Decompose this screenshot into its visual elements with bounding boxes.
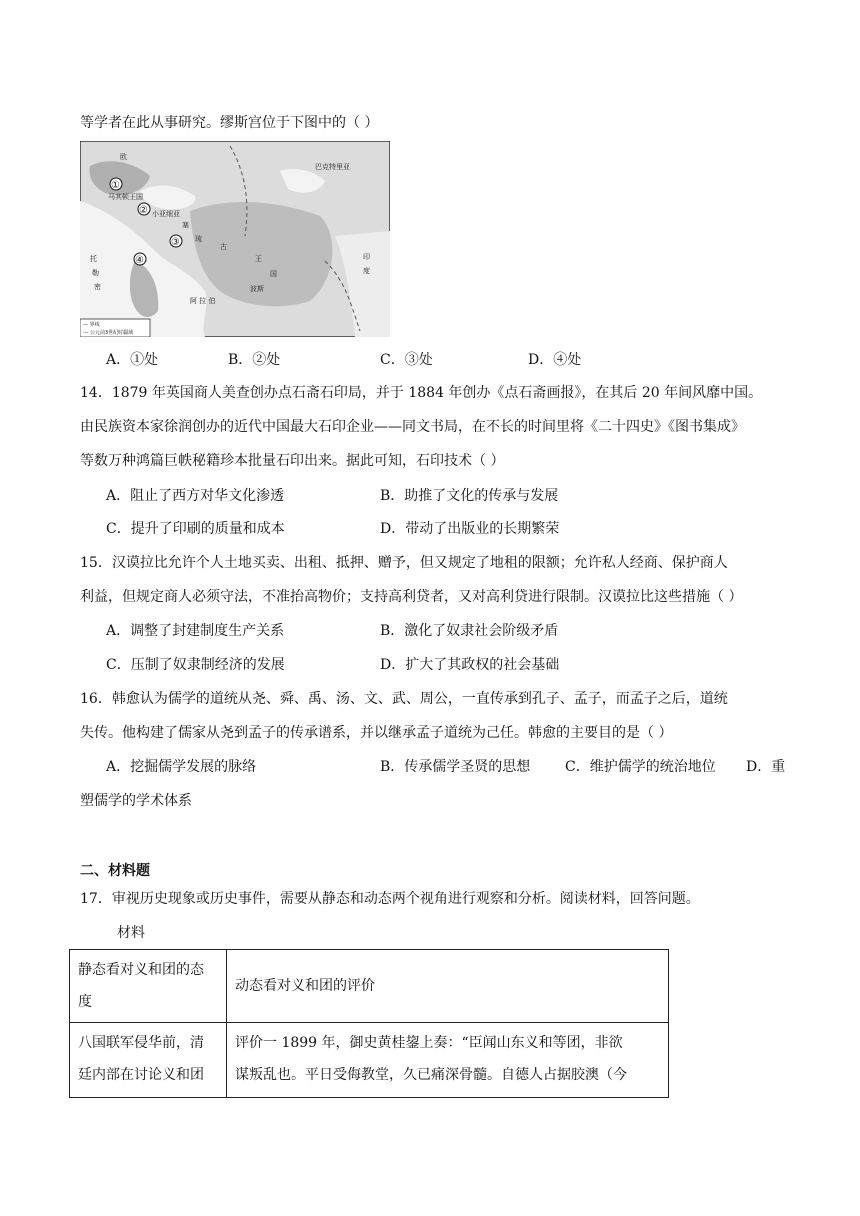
- row1-left-line-1: 八国联军侵华前，清: [78, 1035, 204, 1051]
- q16-option-b[interactable]: B．传承儒学圣贤的思想: [380, 759, 531, 775]
- q13-option-d[interactable]: D．④处: [528, 352, 582, 368]
- row1-right-line-2: 谋叛乱也。平日受侮教堂，久已痛深骨髓。自德人占据胶澳（今: [235, 1067, 627, 1083]
- q14-option-d[interactable]: D．带动了出版业的长期繁荣: [380, 521, 560, 537]
- label-egypt-3: 密: [94, 283, 101, 291]
- label-seleucid-4: 王: [255, 255, 262, 263]
- marker-3: ③: [171, 237, 180, 248]
- label-egypt-1: 托: [90, 255, 97, 263]
- header-right-text: 动态看对义和团的评价: [235, 978, 375, 994]
- q13-option-b[interactable]: B．②处: [228, 352, 281, 368]
- label-macedonia: 马其顿王国: [108, 193, 143, 201]
- q14-stem-line-2: 由民族资本家徐润创办的近代中国最大石印企业——同文书局，在不长的时间里将《二十四史》《图书集成》: [80, 419, 745, 435]
- row1-right-line-1: 评价一 1899 年，御史黄桂鋆上奏：“臣闻山东义和等团，非欲: [235, 1035, 623, 1051]
- q16-option-d[interactable]: D．重: [746, 759, 786, 775]
- q17-stem: 17．审视历史现象或历史事件，需要从静态和动态两个视角进行观察和分析。阅读材料，回答问题。: [80, 891, 700, 907]
- label-europe: 欧: [120, 153, 127, 161]
- q14-option-b[interactable]: B．助推了文化的传承与发展: [380, 488, 559, 504]
- label-egypt-2: 勒: [92, 269, 99, 277]
- table-row: [70, 950, 669, 1023]
- q16-option-c[interactable]: C．维护儒学的统治地位: [565, 759, 716, 775]
- marker-4: ④: [135, 255, 144, 266]
- label-seleucid-1: 塞: [182, 221, 189, 229]
- q15-stem-line-1: 15．汉谟拉比允许个人土地买卖、出租、抵押、赠予，但又规定了地租的限额；允许私人经商、保护商人: [80, 555, 728, 571]
- legend-territory: --- 公元前3世纪时疆域: [83, 330, 134, 336]
- q13-option-c[interactable]: C．③处: [380, 352, 433, 368]
- label-arabia: 阿 拉 伯: [190, 297, 216, 305]
- row1-left: [70, 1023, 227, 1098]
- label-persia: 波斯: [250, 285, 264, 293]
- q15-option-c[interactable]: C．压制了奴隶制经济的发展: [106, 657, 285, 673]
- label-seleucid-2: 琉: [195, 235, 202, 243]
- q14-option-c[interactable]: C．提升了印刷的质量和成本: [106, 521, 285, 537]
- label-seleucid-3: 古: [220, 243, 227, 251]
- q15-option-b[interactable]: B．激化了奴隶社会阶级矛盾: [380, 623, 559, 639]
- label-seleucid-5: 国: [270, 270, 277, 278]
- q16-stem-line-1: 16．韩愈认为儒学的道统从尧、舜、禹、汤、文、武、周公，一直传承到孔子、孟子，而孟子之后，道统: [80, 691, 728, 707]
- q13-option-a[interactable]: A．①处: [106, 352, 159, 368]
- material-table: [69, 949, 669, 1098]
- q13-stem-tail: 等学者在此从事研究。缪斯宫位于下图中的（ ）: [80, 115, 379, 131]
- q16-option-a[interactable]: A．挖掘儒学发展的脉络: [106, 759, 257, 775]
- q15-option-d[interactable]: D．扩大了其政权的社会基础: [380, 657, 560, 673]
- section-heading: 二、材料题: [80, 863, 150, 879]
- q15-option-a[interactable]: A．调整了封建制度生产关系: [106, 623, 285, 639]
- q14-option-a[interactable]: A．阻止了西方对华文化渗透: [106, 488, 285, 504]
- q16-stem-line-2: 失传。他构建了儒家从尧到孟子的传承谱系，并以继承孟子道统为己任。韩愈的主要目的是（ ）: [80, 725, 673, 741]
- header-left-line-1: 静态看对义和团的态: [78, 962, 204, 978]
- header-left-line-2: 度: [78, 994, 92, 1010]
- label-asia-minor: 小亚细亚: [152, 210, 180, 218]
- marker-1: ①: [111, 180, 120, 191]
- marker-2: ②: [139, 205, 148, 216]
- q15-stem-line-2: 利益，但规定商人必须守法，不准抬高物价；支持高利贷者，又对高利贷进行限制。汉谟拉比这些措施（ ）: [80, 589, 743, 605]
- q16-option-d-wrap: 塑儒学的学术体系: [80, 793, 192, 809]
- row1-left-line-2: 廷内部在讨论义和团: [78, 1067, 204, 1083]
- label-india-1: 印: [363, 253, 370, 261]
- label-india-2: 度: [363, 267, 370, 275]
- row1-right: [227, 1023, 669, 1098]
- table-header-right: [227, 950, 669, 1023]
- hellenistic-map: [80, 141, 390, 337]
- label-bactria: 巴克特里亚: [315, 163, 350, 171]
- table-header-left: [70, 950, 227, 1023]
- q14-stem-line-3: 等数万种鸿篇巨帙秘籍珍本批量石印出来。据此可知，石印技术（ ）: [80, 453, 505, 469]
- table-row: [70, 1023, 669, 1098]
- q14-stem-line-1: 14．1879 年英国商人美查创办点石斋石印局，并于 1884 年创办《点石斋画报》，在其后 20 年间风靡中国。: [80, 385, 763, 401]
- material-label: 材料: [117, 925, 145, 941]
- legend-border: — 界线: [83, 322, 100, 328]
